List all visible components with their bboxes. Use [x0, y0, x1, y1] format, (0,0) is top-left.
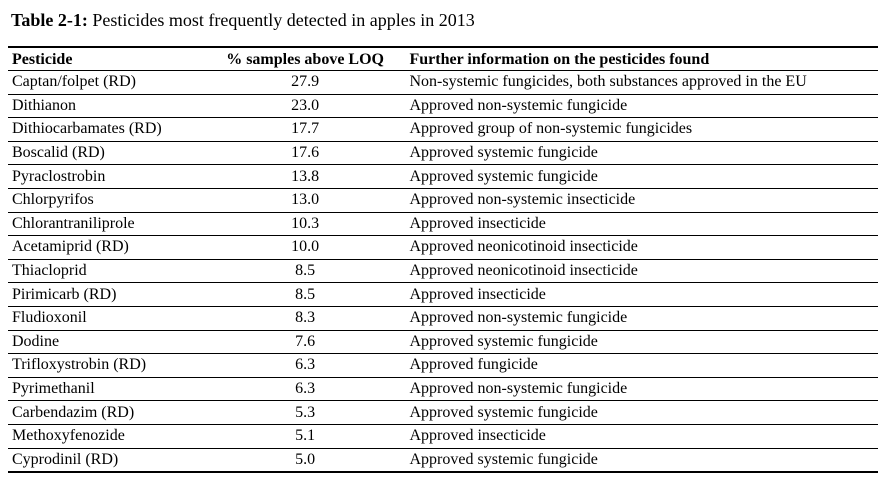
table-row	[8, 118, 878, 142]
table-row	[8, 283, 878, 307]
percent-cell: 6.3	[205, 377, 406, 401]
table-row	[8, 401, 878, 425]
percent-cell: 5.0	[205, 448, 406, 472]
percent-cell: 10.0	[205, 236, 406, 260]
caption-text: Pesticides most frequently detected in apples in 2013	[87, 10, 475, 30]
header-percent-above-loq: % samples above LOQ	[205, 47, 406, 71]
info-cell: Approved insecticide	[406, 283, 879, 307]
table-body	[8, 71, 878, 473]
info-cell: Approved fungicide	[406, 354, 879, 378]
pesticide-cell: Acetamiprid (RD)	[8, 236, 205, 260]
pesticide-cell: Chlorantraniliprole	[8, 212, 205, 236]
percent-cell: 8.5	[205, 259, 406, 283]
table-row	[8, 71, 878, 95]
info-cell: Approved systemic fungicide	[406, 165, 879, 189]
pesticide-cell: Pyrimethanil	[8, 377, 205, 401]
caption-label: Table 2-1:	[11, 10, 88, 30]
table-row	[8, 212, 878, 236]
info-cell: Approved insecticide	[406, 424, 879, 448]
header-further-information: Further information on the pesticides found	[406, 47, 879, 71]
table-row	[8, 330, 878, 354]
pesticide-cell: Chlorpyrifos	[8, 188, 205, 212]
percent-cell: 13.0	[205, 188, 406, 212]
percent-cell: 23.0	[205, 94, 406, 118]
percent-cell: 17.6	[205, 141, 406, 165]
pesticide-cell: Pirimicarb (RD)	[8, 283, 205, 307]
percent-cell: 13.8	[205, 165, 406, 189]
table-row	[8, 354, 878, 378]
table-row	[8, 188, 878, 212]
info-cell: Approved insecticide	[406, 212, 879, 236]
percent-cell: 17.7	[205, 118, 406, 142]
pesticide-cell: Trifloxystrobin (RD)	[8, 354, 205, 378]
percent-cell: 27.9	[205, 71, 406, 95]
table-row	[8, 448, 878, 472]
header-pesticide: Pesticide	[8, 47, 205, 71]
info-cell: Approved systemic fungicide	[406, 448, 879, 472]
pesticide-cell: Captan/folpet (RD)	[8, 71, 205, 95]
percent-cell: 8.3	[205, 306, 406, 330]
table-row	[8, 377, 878, 401]
pesticide-cell: Dithiocarbamates (RD)	[8, 118, 205, 142]
percent-cell: 8.5	[205, 283, 406, 307]
pesticide-cell: Thiacloprid	[8, 259, 205, 283]
info-cell: Approved non-systemic fungicide	[406, 306, 879, 330]
table-row	[8, 424, 878, 448]
table-row	[8, 94, 878, 118]
info-cell: Approved non-systemic fungicide	[406, 94, 879, 118]
info-cell: Approved systemic fungicide	[406, 141, 879, 165]
percent-cell: 6.3	[205, 354, 406, 378]
info-cell: Approved neonicotinoid insecticide	[406, 259, 879, 283]
table-row	[8, 259, 878, 283]
table-caption	[11, 8, 475, 32]
table-row	[8, 165, 878, 189]
info-cell: Approved systemic fungicide	[406, 401, 879, 425]
pesticide-cell: Cyprodinil (RD)	[8, 448, 205, 472]
info-cell: Approved group of non-systemic fungicides	[406, 118, 879, 142]
pesticide-cell: Boscalid (RD)	[8, 141, 205, 165]
pesticide-cell: Fludioxonil	[8, 306, 205, 330]
table-header	[8, 47, 878, 71]
percent-cell: 5.3	[205, 401, 406, 425]
table-row	[8, 236, 878, 260]
table-row	[8, 141, 878, 165]
pesticides-table	[8, 46, 878, 473]
pesticide-cell: Pyraclostrobin	[8, 165, 205, 189]
percent-cell: 10.3	[205, 212, 406, 236]
info-cell: Approved neonicotinoid insecticide	[406, 236, 879, 260]
info-cell: Approved systemic fungicide	[406, 330, 879, 354]
info-cell: Approved non-systemic fungicide	[406, 377, 879, 401]
percent-cell: 5.1	[205, 424, 406, 448]
info-cell: Approved non-systemic insecticide	[406, 188, 879, 212]
percent-cell: 7.6	[205, 330, 406, 354]
table-row	[8, 306, 878, 330]
info-cell: Non-systemic fungicides, both substances approved in the EU	[406, 71, 879, 95]
pesticide-cell: Dodine	[8, 330, 205, 354]
pesticide-cell: Dithianon	[8, 94, 205, 118]
pesticide-cell: Carbendazim (RD)	[8, 401, 205, 425]
header-row	[8, 47, 878, 71]
pesticide-cell: Methoxyfenozide	[8, 424, 205, 448]
